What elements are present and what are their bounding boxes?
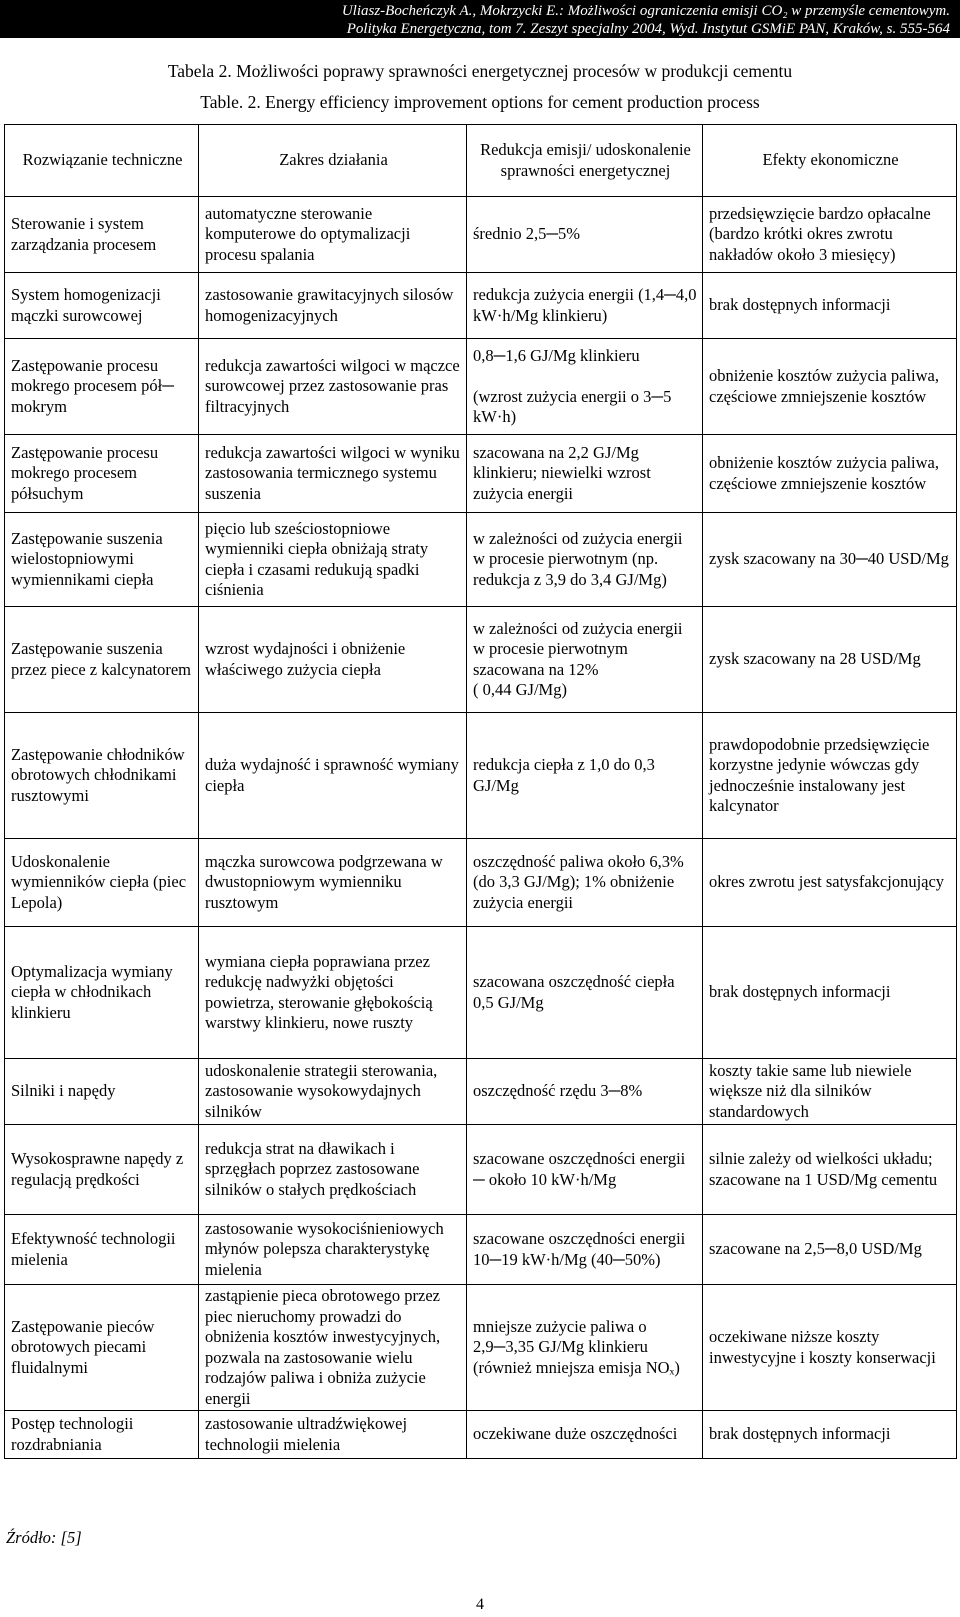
- scope-cell: duża wydajność i sprawność wymiany ciepła: [199, 713, 467, 839]
- scope-cell: udoskonalenie strategii sterowania, zastosowanie wysokowydajnych silników: [199, 1059, 467, 1125]
- scope-cell: zastosowanie wysokociśnieniowych młynów polepsza charakterystykę mielenia: [199, 1215, 467, 1285]
- scope-cell: mączka surowcowa podgrzewana w dwustopniowym wymienniku rusztowym: [199, 839, 467, 927]
- reduction-cell: średnio 2,5─5%: [467, 197, 703, 273]
- solution-cell: Efektywność technologii mielenia: [5, 1215, 199, 1285]
- header-cell-scope: Zakres działania: [199, 125, 467, 197]
- solution-cell: Postęp technologii rozdrabniania: [5, 1411, 199, 1459]
- reduction-cell: szacowane oszczędności energii ─ około 10 kW·h/Mg: [467, 1125, 703, 1215]
- economic-cell: brak dostępnych informacji: [703, 1411, 957, 1459]
- economic-cell: zysk szacowany na 28 USD/Mg: [703, 607, 957, 713]
- scope-cell: automatyczne sterowanie komputerowe do optymalizacji procesu spalania: [199, 197, 467, 273]
- reduction-cell: szacowana na 2,2 GJ/Mg klinkieru; niewielki wzrost zużycia energii: [467, 435, 703, 513]
- reduction-cell: oczekiwane duże oszczędności: [467, 1411, 703, 1459]
- table-row: [5, 1215, 957, 1285]
- reduction-cell: w zależności od zużycia energii w procesie pierwotnym szacowana na 12% ( 0,44 GJ/Mg): [467, 607, 703, 713]
- reduction-cell: oszczędność rzędu 3─8%: [467, 1059, 703, 1125]
- efficiency-table: [4, 124, 957, 1459]
- table-row: [5, 197, 957, 273]
- source-note: Źródło: [5]: [6, 1528, 82, 1547]
- solution-cell: Zastępowanie procesu mokrego procesem pół─ mokrym: [5, 339, 199, 435]
- scope-cell: wzrost wydajności i obniżenie właściwego zużycia ciepła: [199, 607, 467, 713]
- solution-cell: Udoskonalenie wymienników ciepła (piec Lepola): [5, 839, 199, 927]
- table-row: [5, 339, 957, 435]
- solution-cell: System homogenizacji mączki surowcowej: [5, 273, 199, 339]
- table-row: [5, 713, 957, 839]
- reduction-cell: szacowana oszczędność ciepła 0,5 GJ/Mg: [467, 927, 703, 1059]
- table-body: [5, 197, 957, 1459]
- header-line-2: Polityka Energetyczna, tom 7. Zeszyt specjalny 2004, Wyd. Instytut GSMiE PAN, Kraków, s. 555-564: [346, 21, 950, 37]
- scope-cell: wymiana ciepła poprawiana przez redukcję nadwyżki objętości powietrza, sterowanie głębokością warstwy klinkieru, nowe ruszty: [199, 927, 467, 1059]
- economic-cell: silnie zależy od wielkości układu; szacowane na 1 USD/Mg cementu: [703, 1125, 957, 1215]
- economic-cell: oczekiwane niższe koszty inwestycyjne i koszty konserwacji: [703, 1285, 957, 1411]
- page-number: 4: [476, 1596, 484, 1613]
- reduction-cell: 0,8─1,6 GJ/Mg klinkieru (wzrost zużycia energii o 3─5 kW·h): [467, 339, 703, 435]
- journal-header: [0, 0, 960, 38]
- economic-cell: obniżenie kosztów zużycia paliwa, częściowe zmniejszenie kosztów: [703, 435, 957, 513]
- table-caption-polish: Tabela 2. Możliwości poprawy sprawności energetycznej procesów w produkcji cementu: [167, 61, 793, 81]
- header-cell-solution: Rozwiązanie techniczne: [5, 125, 199, 197]
- reduction-cell: oszczędność paliwa około 6,3% (do 3,3 GJ/Mg); 1% obniżenie zużycia energii: [467, 839, 703, 927]
- solution-cell: Zastępowanie suszenia wielostopniowymi wymiennikami ciepła: [5, 513, 199, 607]
- reduction-cell: szacowane oszczędności energii 10─19 kW·h/Mg (40─50%): [467, 1215, 703, 1285]
- table-row: [5, 1285, 957, 1411]
- scope-cell: zastąpienie pieca obrotowego przez piec nieruchomy prowadzi do obniżenia kosztów inwestycyjnych, pozwala na zastosowanie wielu rodzajów paliwa i obniża zużycie energii: [199, 1285, 467, 1411]
- economic-cell: zysk szacowany na 30─40 USD/Mg: [703, 513, 957, 607]
- table-row: [5, 839, 957, 927]
- solution-cell: Zastępowanie procesu mokrego procesem półsuchym: [5, 435, 199, 513]
- scope-cell: redukcja zawartości wilgoci w wyniku zastosowania termicznego systemu suszenia: [199, 435, 467, 513]
- scope-cell: redukcja zawartości wilgoci w mączce surowcowej przez zastosowanie pras filtracyjnych: [199, 339, 467, 435]
- economic-cell: przedsięwzięcie bardzo opłacalne (bardzo krótki okres zwrotu nakładów około 3 miesięcy): [703, 197, 957, 273]
- economic-cell: brak dostępnych informacji: [703, 273, 957, 339]
- header-row: [5, 125, 957, 197]
- reduction-cell: redukcja zużycia energii (1,4─4,0 kW·h/Mg klinkieru): [467, 273, 703, 339]
- table-row: [5, 1059, 957, 1125]
- solution-cell: Optymalizacja wymiany ciepła w chłodnikach klinkieru: [5, 927, 199, 1059]
- economic-cell: koszty takie same lub niewiele większe niż dla silników standardowych: [703, 1059, 957, 1125]
- solution-cell: Zastępowanie chłodników obrotowych chłodnikami rusztowymi: [5, 713, 199, 839]
- reduction-cell: mniejsze zużycie paliwa o 2,9─3,35 GJ/Mg klinkieru (również mniejsza emisja NOₓ): [467, 1285, 703, 1411]
- header-line-1: Uliasz-Bocheńczyk A., Mokrzycki E.: Możliwości ograniczenia emisji CO₂ w przemyśle cementowym.: [341, 3, 950, 19]
- header-cell-reduction: Redukcja emisji/ udoskonalenie sprawności energetycznej: [467, 125, 703, 197]
- scope-cell: zastosowanie grawitacyjnych silosów homogenizacyjnych: [199, 273, 467, 339]
- table-row: [5, 1125, 957, 1215]
- table-caption-english: Table. 2. Energy efficiency improvement options for cement production process: [200, 92, 760, 112]
- table-row: [5, 435, 957, 513]
- header-cell-economic: Efekty ekonomiczne: [703, 125, 957, 197]
- economic-cell: obniżenie kosztów zużycia paliwa, częściowe zmniejszenie kosztów: [703, 339, 957, 435]
- scope-cell: pięcio lub sześciostopniowe wymienniki ciepła obniżają straty ciepła i czasami redukują spadki ciśnienia: [199, 513, 467, 607]
- reduction-cell: redukcja ciepła z 1,0 do 0,3 GJ/Mg: [467, 713, 703, 839]
- table-row: [5, 1411, 957, 1459]
- economic-cell: okres zwrotu jest satysfakcjonujący: [703, 839, 957, 927]
- economic-cell: prawdopodobnie przedsięwzięcie korzystne jedynie wówczas gdy jednocześnie instalowany jest kalcynator: [703, 713, 957, 839]
- reduction-cell: w zależności od zużycia energii w procesie pierwotnym (np. redukcja z 3,9 do 3,4 GJ/Mg): [467, 513, 703, 607]
- scope-cell: zastosowanie ultradźwiękowej technologii mielenia: [199, 1411, 467, 1459]
- economic-cell: brak dostępnych informacji: [703, 927, 957, 1059]
- scope-cell: redukcja strat na dławikach i sprzęgłach poprzez zastosowane silników o stałych prędkościach: [199, 1125, 467, 1215]
- table-row: [5, 927, 957, 1059]
- solution-cell: Zastępowanie suszenia przez piece z kalcynatorem: [5, 607, 199, 713]
- solution-cell: Silniki i napędy: [5, 1059, 199, 1125]
- solution-cell: Zastępowanie pieców obrotowych piecami fluidalnymi: [5, 1285, 199, 1411]
- solution-cell: Wysokosprawne napędy z regulacją prędkości: [5, 1125, 199, 1215]
- table-row: [5, 273, 957, 339]
- table-row: [5, 513, 957, 607]
- solution-cell: Sterowanie i system zarządzania procesem: [5, 197, 199, 273]
- table-row: [5, 607, 957, 713]
- economic-cell: szacowane na 2,5─8,0 USD/Mg: [703, 1215, 957, 1285]
